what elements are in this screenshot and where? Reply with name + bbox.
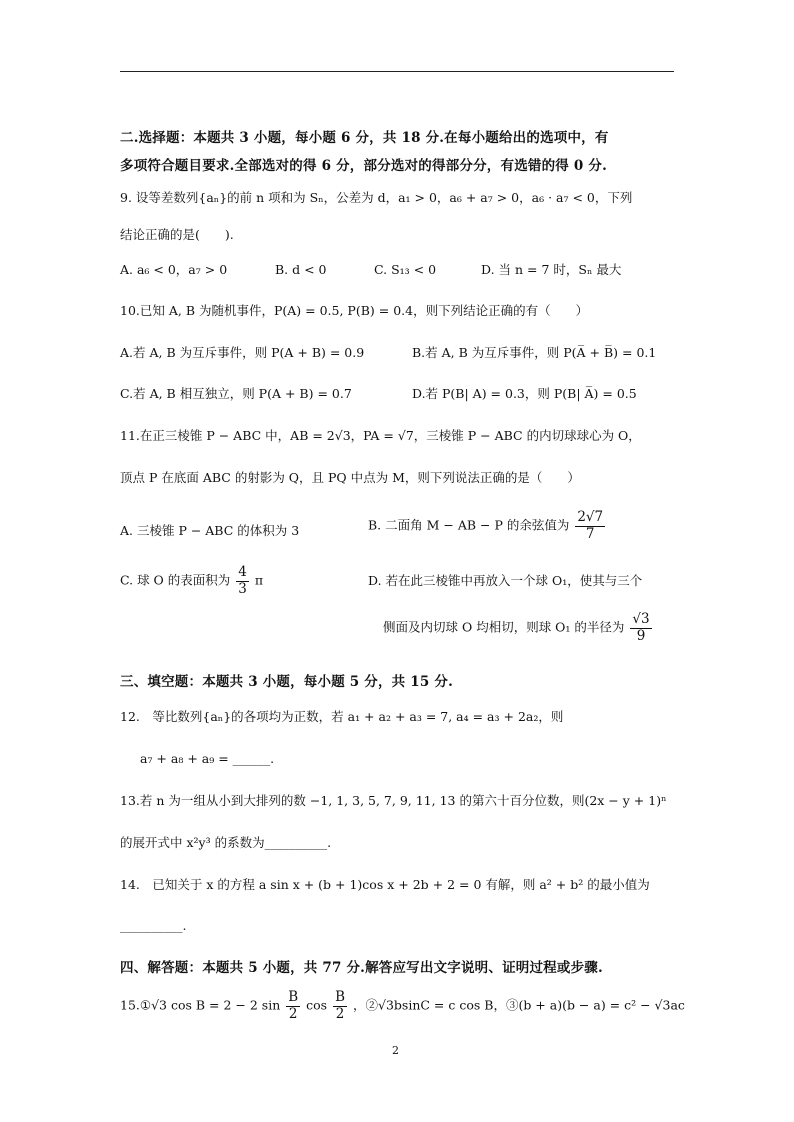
q13-stem-line2: 的展开式中 x²y³ 的系数为__________. [120, 835, 332, 850]
section2-heading-line1: 二.选择题：本题共 3 小题，每小题 6 分，共 18 分.在每小题给出的选项中，有 [120, 130, 609, 146]
fraction-denominator: 3 [238, 580, 247, 597]
fraction-denominator: 7 [585, 525, 595, 542]
q9-option-b: B. d < 0 [275, 262, 327, 277]
q10-option-d: D.若 P(B| A) = 0.3，则 P(B| A̅) = 0.5 [412, 386, 637, 401]
fraction-denominator: 9 [636, 627, 646, 644]
q9-option-a: A. a₆ < 0，a₇ > 0 [120, 262, 228, 277]
q11-option-c-text: C. 球 O 的表面积为 [120, 572, 231, 588]
q10-option-b: B.若 A, B 为互斥事件，则 P(A̅ + B̅) = 0.1 [412, 345, 657, 360]
fraction-numerator: B [335, 989, 346, 1005]
q10-option-a: A.若 A, B 为互斥事件，则 P(A + B) = 0.9 [120, 345, 365, 360]
q11-option-d-text: 侧面及内切球 O 均相切，则球 O₁ 的半径为 [383, 619, 625, 635]
q12-stem-line1: 12. 等比数列{aₙ}的各项均为正数，若 a₁ + a₂ + a₃ = 7, a₄ = a₃ + 2a₂，则 [120, 709, 564, 724]
q12-stem-line2: a₇ + a₈ + a₉ = ______. [140, 751, 275, 766]
q15-text-end: ，②√3bsinC = c cos B，③(b + a)(b − a) = c² − √3ac [353, 997, 685, 1013]
pi-symbol: π [254, 572, 264, 588]
fraction-denominator: 2 [335, 1005, 345, 1022]
section3-heading: 三、填空题：本题共 3 小题，每小题 5 分，共 15 分. [120, 674, 453, 690]
q14-stem-line2: __________. [120, 918, 187, 933]
q11-stem-line1: 11.在正三棱锥 P − ABC 中，AB = 2√3，PA = √7，三棱锥 P − ABC 的内切球球心为 O， [120, 428, 641, 443]
q11-option-c [120, 565, 263, 597]
section4-heading: 四、解答题：本题共 5 小题，共 77 分.解答应写出文字说明、证明过程或步骤. [120, 960, 603, 976]
section2-heading-line2: 多项符合题目要求.全部选对的得 6 分，部分选对的得部分分，有选错的得 0 分. [120, 158, 607, 174]
q9-stem-line2: 结论正确的是( ). [120, 227, 234, 242]
page-number: 2 [392, 1044, 399, 1057]
q15-fraction-2 [333, 990, 347, 1022]
q15-fraction-1 [286, 990, 300, 1022]
q11-option-c-fraction [236, 565, 249, 597]
q10-stem: 10.已知 A, B 为随机事件，P(A) = 0.5, P(B) = 0.4，则下列结论正确的有（ ） [120, 303, 589, 318]
q11-option-b-fraction [575, 510, 605, 542]
q9-option-c: C. S₁₃ < 0 [374, 262, 437, 277]
q11-option-d-line2 [383, 612, 654, 644]
q14-stem-line1: 14. 已知关于 x 的方程 a sin x + (b + 1)cos x + 2b + 2 = 0 有解，则 a² + b² 的最小值为 [120, 877, 650, 892]
q11-option-d-fraction [630, 612, 651, 644]
fraction-numerator: 2√7 [577, 509, 604, 525]
header-rule [120, 71, 674, 72]
q11-option-a: A. 三棱锥 P − ABC 的体积为 3 [120, 523, 300, 538]
q11-stem-line2: 顶点 P 在底面 ABC 的射影为 Q，且 PQ 中点为 M，则下列说法正确的是（ ） [120, 470, 580, 485]
q9-option-d: D. 当 n = 7 时，Sₙ 最大 [481, 262, 622, 277]
q15-text-start: 15.①√3 cos B = 2 − 2 sin [120, 997, 281, 1013]
q15-cos: cos [306, 997, 328, 1013]
fraction-denominator: 2 [288, 1005, 298, 1022]
q11-option-b-text: B. 二面角 M − AB − P 的余弦值为 [368, 517, 570, 533]
fraction-numerator: 4 [238, 564, 247, 580]
q13-stem-line1: 13.若 n 为一组从小到大排列的数 −1, 1, 3, 5, 7, 9, 11, 13 的第六十百分位数，则(2x − y + 1)ⁿ [120, 793, 667, 808]
q15-line [120, 990, 685, 1022]
fraction-numerator: B [288, 989, 299, 1005]
q11-option-b [368, 510, 607, 542]
q11-option-d-line1: D. 若在此三棱锥中再放入一个球 O₁，使其与三个 [368, 573, 643, 588]
fraction-numerator: √3 [632, 611, 650, 627]
q10-option-c: C.若 A, B 相互独立，则 P(A + B) = 0.7 [120, 386, 352, 401]
q9-stem-line1: 9. 设等差数列{aₙ}的前 n 项和为 Sₙ，公差为 d，a₁ > 0，a₆ + a₇ > 0，a₆ · a₇ < 0，下列 [120, 190, 633, 205]
